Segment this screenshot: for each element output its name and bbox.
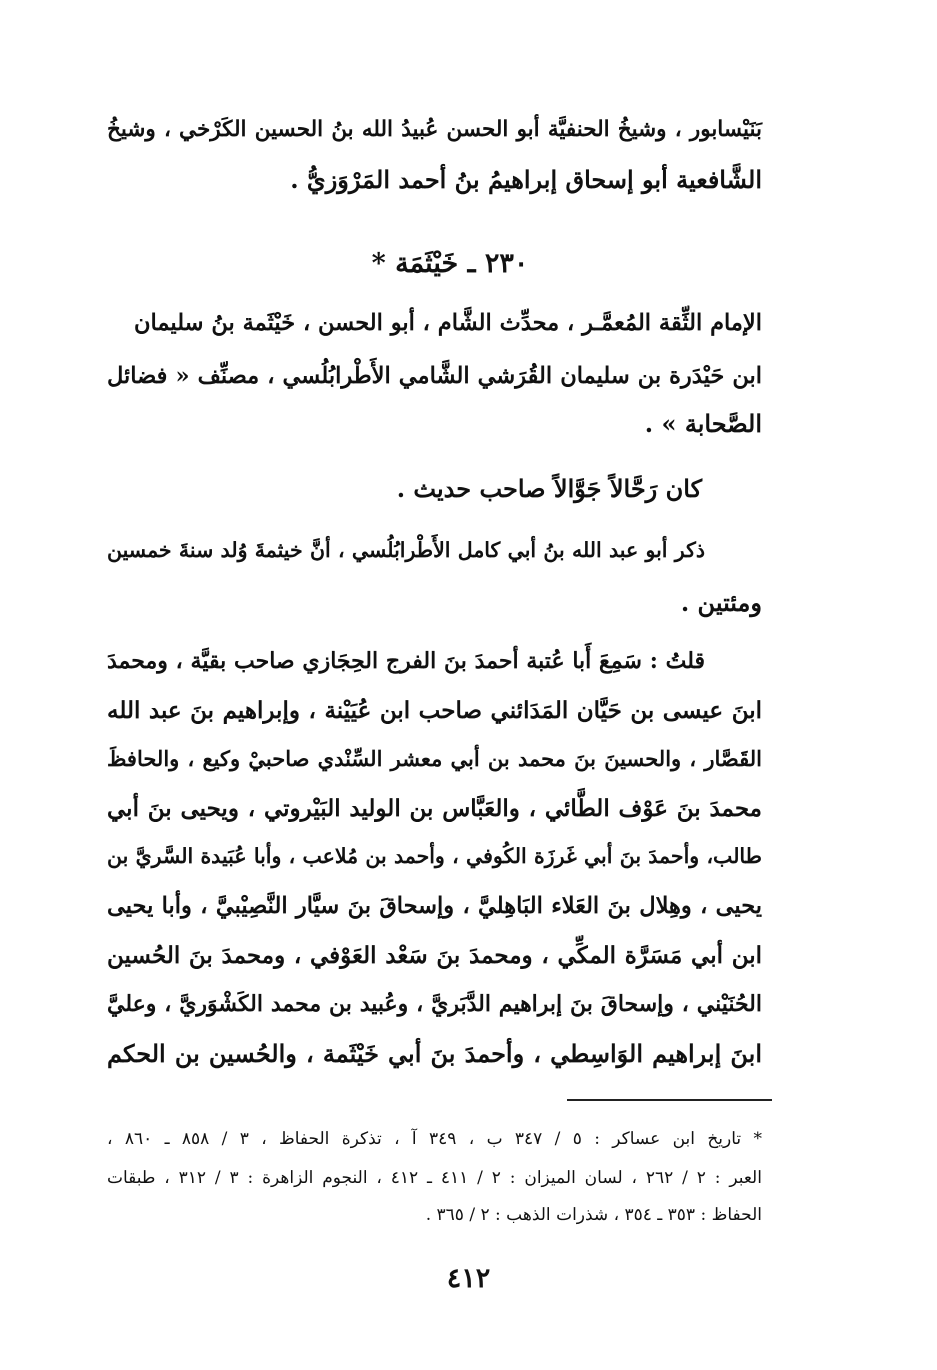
heard-line-2: ابنَ عيسى بن حَيَّان المَدَائني صاحب ابن عُيَيْنة ، وإبراهيم بنَ عبد الله bbox=[107, 697, 762, 724]
page-number: ٤١٢ bbox=[446, 1263, 491, 1294]
heard-line-3: القَصَّار ، والحسينَ بنَ محمد بن أبي معشر السِّنْدي صاحبيْ وكيع ، والحافظَ bbox=[107, 746, 762, 771]
footnote-separator bbox=[567, 1099, 772, 1101]
birth-line-2: ومئتين . bbox=[680, 588, 762, 617]
heard-line-6: يحيى ، وهِلال بنَ العَلاء البَاهِليَّ ، وإسحاقَ بنَ سيَّار النَّصِيْبيَّ ، وأبا يحيى bbox=[107, 893, 762, 919]
heard-line-7: ابن أبي مَسَرَّة المكِّي ، ومحمدَ بنَ سَعْد العَوْفي ، ومحمدَ بنَ الحُسين bbox=[107, 942, 762, 969]
heard-line-5: طالب، وأحمدَ بنَ أبي غَرزَة الكُوفي ، وأحمد بن مُلاعب ، وأبا عُبَيدة السَّريَّ بن bbox=[107, 844, 762, 868]
footnote-line-1: * تاريخ ابن عساكر : ٥ / ٣٤٧ ب ، ٣٤٩ آ ، تذكرة الحفاظ ، ٣ / ٨٥٨ ـ ٨٦٠ ، bbox=[107, 1129, 762, 1149]
intro-line-3: الصَّحابة » . bbox=[644, 409, 762, 438]
footnote-line-3: الحفاظ : ٣٥٣ ـ ٣٥٤ ، شذرات الذهب : ٢ / ٣٦٥ . bbox=[425, 1205, 762, 1225]
continuation-line-1: بَنَيْسابور ، وشيخُ الحنفيَّة أبو الحسن عُبيدُ الله بنُ الحسين الكَرْخي ، وشيخُ bbox=[107, 117, 762, 142]
birth-line-1: ذكر أبو عبد الله بنُ أبي كامل الأَطْرابُلُسي ، أنَّ خيثمةَ وُلد سنةَ خمسين bbox=[107, 538, 705, 562]
intro-line-2: ابن حَيْدَرة بن سليمان القُرَشي الشَّامي الأَطْرابُلُسي ، مصنِّف « فضائل bbox=[107, 363, 762, 389]
entry-heading: ٢٣٠ ـ خَيْثَمَة * bbox=[371, 248, 529, 279]
heard-line-9: ابنَ إبراهيم الوَاسِطي ، وأحمدَ بنَ أبي خَيْثَمة ، والحُسين بن الحكم bbox=[107, 1039, 762, 1068]
heard-line-4: محمدَ بنَ عَوْف الطَّائي ، والعَبَّاس بن الوليد البَيْروتي ، ويحيى بنَ أبي bbox=[107, 795, 762, 822]
footnote-line-2: العبر : ٢ / ٢٦٢ ، لسان الميزان : ٢ / ٤١١ ـ ٤١٢ ، النجوم الزاهرة : ٣ / ٣١٢ ، طبقات bbox=[107, 1168, 762, 1188]
continuation-line-2: الشَّافعية أبو إسحاق إبراهيمُ بنُ أحمد المَرْوَزيُّ . bbox=[290, 165, 762, 194]
intro-line-1: الإمام الثِّقة المُعمَّـر ، محدِّث الشَّام ، أبو الحسن ، خَيْثَمة بنُ سليمان bbox=[134, 310, 762, 336]
travel-line: كان رَحَّالاً جَوَّالاً صاحب حديث . bbox=[396, 474, 702, 503]
heard-line-8: الحُنَيْني ، وإسحاقَ بنَ إبراهيم الدَّبَريَّ ، وعُبيد بن محمد الكَشْوَريَّ ، وعليَّ bbox=[107, 991, 762, 1017]
heard-line-1: قلتُ : سَمِعَ أَبا عُتبة أحمدَ بنَ الفرج الحِجَازي صاحب بقيَّة ، ومحمدَ bbox=[107, 648, 705, 674]
